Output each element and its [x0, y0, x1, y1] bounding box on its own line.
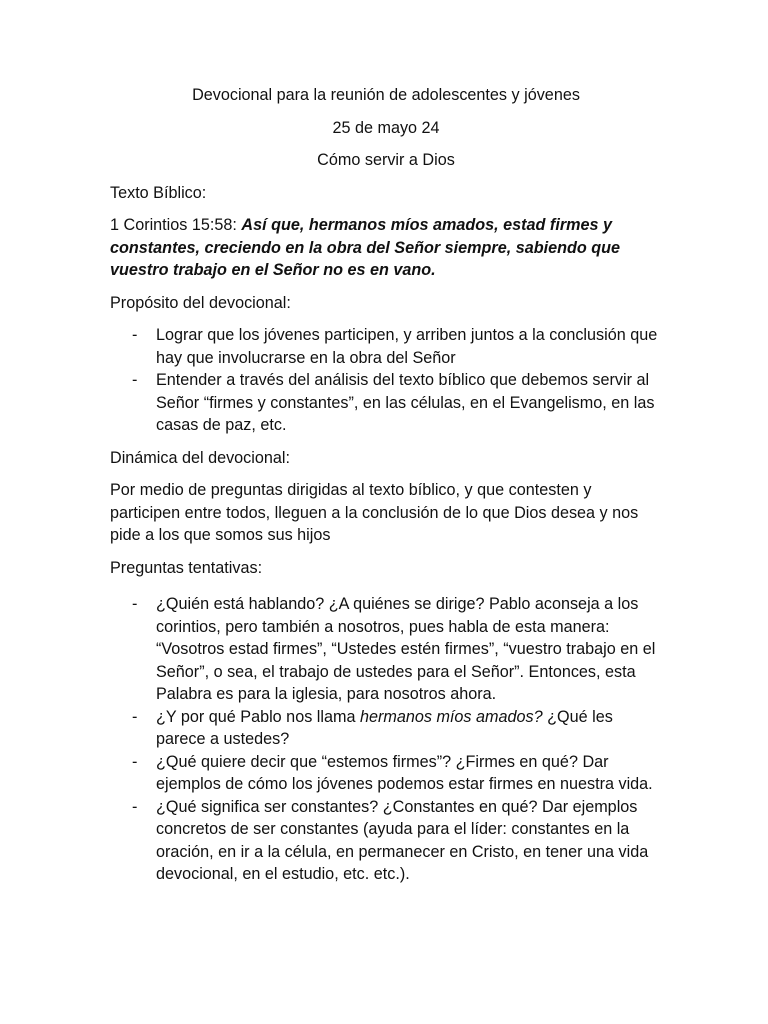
document-subtitle: Cómo servir a Dios — [317, 151, 455, 169]
list-item-text: ¿Quién está hablando? ¿A quiénes se dirige? Pablo aconseja a los corintios, pero también a nosotros, pues habla de esta manera: “Vosotros estad firmes”, “Ustedes estén firmes”, “vuestro trabajo en el Señor”, o sea, el trabajo de ustedes para el Señor”. Entonces, esta Palabra es para la iglesia, para nosotros ahora. — [156, 595, 656, 703]
document-title: Devocional para la reunión de adolescentes y jóvenes — [192, 86, 580, 104]
preguntas-heading: Preguntas tentativas: — [110, 558, 263, 577]
list-item — [110, 796, 662, 886]
verse-paragraph — [110, 214, 662, 282]
list-item — [110, 324, 662, 369]
dash-bullet: - — [132, 371, 138, 389]
list-item — [110, 706, 662, 751]
dash-bullet: - — [132, 326, 138, 344]
list-item — [110, 751, 662, 796]
dinamica-heading: Dinámica del devocional: — [110, 448, 290, 467]
list-item — [110, 369, 662, 437]
dash-bullet: - — [132, 752, 138, 771]
list-item-text: ¿Qué significa ser constantes? ¿Constantes en qué? Dar ejemplos concretos de ser constantes (ayuda para el líder: constantes en la oración, en ir a la célula, en permanecer en Cristo, en tener una vida devocional, en el estudio, etc. etc.). — [156, 797, 649, 883]
dinamica-paragraph: Por medio de preguntas dirigidas al texto bíblico, y que contesten y participen entre todos, lleguen a la conclusión de lo que Dios desea y nos pide a los que somos sus hijos — [110, 481, 639, 544]
texto-biblico-heading: Texto Bíblico: — [110, 183, 207, 202]
list-item-text: ¿Qué les parece a ustedes? — [156, 707, 613, 748]
document-body — [110, 84, 662, 896]
dash-bullet: - — [132, 595, 138, 613]
list-item-text: ¿Qué quiere decir que “estemos firmes”? ¿Firmes en qué? Dar ejemplos de cómo los jóvenes podemos estar firmes en nuestra vida. — [156, 752, 653, 793]
verse-reference: 1 Corintios 15:58: — [110, 216, 242, 234]
verse-text: Así que, hermanos míos amados, estad firmes y constantes, creciendo en la obra del Señor siempre, sabiendo que vuestro trabajo en el Señor no es en vano. — [110, 216, 621, 279]
list-item-text: ¿Y por qué Pablo nos llama — [156, 707, 360, 726]
list-item-text: Entender a través del análisis del texto bíblico que debemos servir al Señor “firmes y constantes”, en las células, en el Evangelismo, en las casas de paz, etc. — [156, 371, 655, 434]
proposito-list — [110, 324, 662, 437]
proposito-heading: Propósito del devocional: — [110, 293, 291, 312]
list-item-italic-text: hermanos míos amados? — [359, 707, 543, 726]
dash-bullet: - — [132, 797, 138, 816]
preguntas-list — [110, 593, 662, 886]
list-item — [110, 593, 662, 706]
document-date: 25 de mayo 24 — [332, 118, 440, 137]
list-item-text: Lograr que los jóvenes participen, y arriben juntos a la conclusión que hay que involucrarse en la obra del Señor — [156, 326, 658, 367]
dash-bullet: - — [132, 707, 138, 726]
